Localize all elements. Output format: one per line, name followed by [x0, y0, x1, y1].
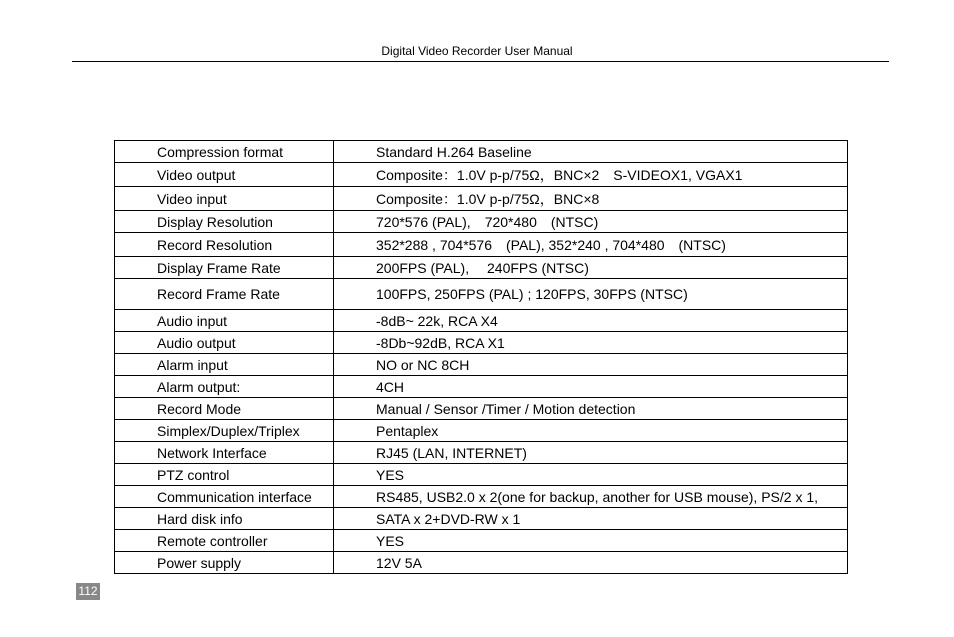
table-row	[115, 442, 848, 464]
spec-name: Compression format	[115, 141, 334, 163]
table-row	[115, 187, 848, 211]
spec-value: YES	[334, 530, 848, 552]
spec-value: 352*288 , 704*576 (PAL), 352*240 , 704*480 (NTSC)	[334, 233, 848, 257]
spec-value: SATA x 2+DVD-RW x 1	[334, 508, 848, 530]
spec-name: PTZ control	[115, 464, 334, 486]
spec-name: Alarm output:	[115, 376, 334, 398]
spec-name: Record Mode	[115, 398, 334, 420]
spec-value: 4CH	[334, 376, 848, 398]
spec-name: Audio input	[115, 310, 334, 332]
spec-value: Standard H.264 Baseline	[334, 141, 848, 163]
table-row	[115, 464, 848, 486]
spec-value: 200FPS (PAL), 240FPS (NTSC)	[334, 257, 848, 279]
spec-value: Manual / Sensor /Timer / Motion detection	[334, 398, 848, 420]
header-divider	[72, 61, 889, 62]
spec-name: Display Resolution	[115, 211, 334, 233]
table-row	[115, 530, 848, 552]
table-row	[115, 332, 848, 354]
spec-value: 12V 5A	[334, 552, 848, 574]
spec-name: Simplex/Duplex/Triplex	[115, 420, 334, 442]
table-row	[115, 508, 848, 530]
spec-name: Video output	[115, 163, 334, 187]
table-row	[115, 376, 848, 398]
spec-name: Network Interface	[115, 442, 334, 464]
spec-value: NO or NC 8CH	[334, 354, 848, 376]
table-row	[115, 257, 848, 279]
spec-name: Power supply	[115, 552, 334, 574]
spec-name: Display Frame Rate	[115, 257, 334, 279]
specifications-table	[114, 140, 848, 574]
spec-name: Communication interface	[115, 486, 334, 508]
spec-value: -8Db~92dB, RCA X1	[334, 332, 848, 354]
spec-name: Record Resolution	[115, 233, 334, 257]
page-header-title: Digital Video Recorder User Manual	[381, 44, 573, 58]
spec-name: Remote controller	[115, 530, 334, 552]
spec-value: 100FPS, 250FPS (PAL) ; 120FPS, 30FPS (NTSC)	[334, 279, 848, 310]
table-row	[115, 420, 848, 442]
table-row	[115, 354, 848, 376]
table-row	[115, 211, 848, 233]
spec-value: Composite：1.0V p-p/75Ω，BNC×8	[334, 187, 848, 211]
spec-name: Hard disk info	[115, 508, 334, 530]
page-number: 112	[76, 583, 100, 600]
table-row	[115, 486, 848, 508]
spec-value: Pentaplex	[334, 420, 848, 442]
spec-value: -8dB~ 22k, RCA X4	[334, 310, 848, 332]
spec-value: 720*576 (PAL), 720*480 (NTSC)	[334, 211, 848, 233]
spec-value: Composite：1.0V p-p/75Ω，BNC×2 S-VIDEOX1, VGAX1	[334, 163, 848, 187]
table-row	[115, 233, 848, 257]
spec-value: YES	[334, 464, 848, 486]
table-row	[115, 279, 848, 310]
spec-name: Record Frame Rate	[115, 279, 334, 310]
spec-value: RS485, USB2.0 x 2(one for backup, another for USB mouse), PS/2 x 1,	[334, 486, 848, 508]
spec-name: Audio output	[115, 332, 334, 354]
spec-name: Alarm input	[115, 354, 334, 376]
table-row	[115, 163, 848, 187]
table-row	[115, 398, 848, 420]
table-row	[115, 141, 848, 163]
spec-name: Video input	[115, 187, 334, 211]
spec-value: RJ45 (LAN, INTERNET)	[334, 442, 848, 464]
table-row	[115, 310, 848, 332]
table-row	[115, 552, 848, 574]
